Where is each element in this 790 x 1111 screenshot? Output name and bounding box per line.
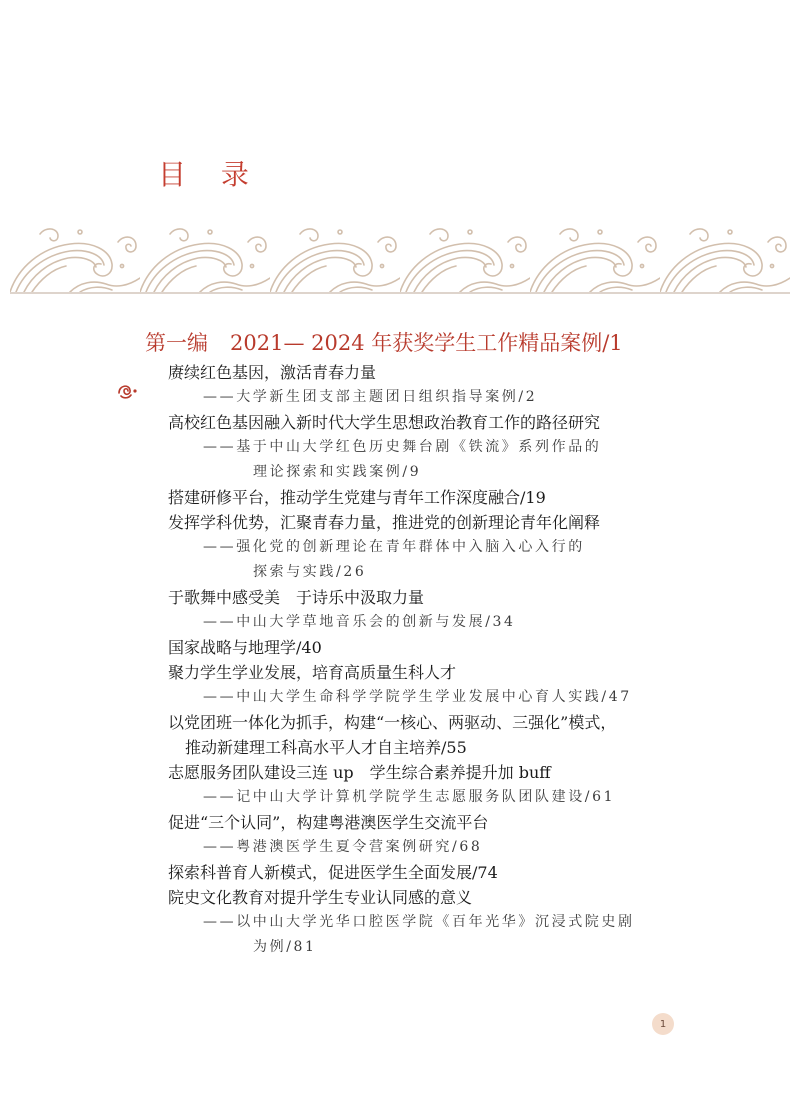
toc-entry [0,710,790,760]
entry-title: 于歌舞中感受美 于诗乐中汲取力量 [168,588,425,607]
toc-entry [0,635,790,660]
entry-subtitle: ——基于中山大学红色历史舞台剧《铁流》系列作品的 [203,439,602,455]
entry-subtitle-continued: 理论探索和实践案例/9 [253,464,422,480]
wave-pattern [10,222,790,292]
toc-list [0,360,790,960]
toc-entry [0,360,790,410]
entry-title: 赓续红色基因，激活青春力量 [168,363,377,382]
entry-subtitle: ——以中山大学光华口腔医学院《百年光华》沉浸式院史剧 [203,914,635,930]
entry-subtitle-continued: 探索与实践/26 [253,564,367,580]
entry-subtitle: ——中山大学草地音乐会的创新与发展/34 [203,614,516,630]
section-label: 第一编 [145,331,208,355]
section-heading [116,328,623,356]
entry-subtitle: ——粤港澳医学生夏令营案例研究/68 [203,839,483,855]
page-title: 目 录 [158,158,262,191]
entry-subtitle: ——强化党的创新理论在青年群体中入脑入心入行的 [203,539,585,555]
entry-title: 志愿服务团队建设三连 up 学生综合素养提升加 buff [168,763,551,782]
wave-ornament-band [0,222,790,298]
entry-title-continued: 推动新建理工科高水平人才自主培养/55 [185,738,467,757]
entry-title: 促进“三个认同”，构建粤港澳医学生交流平台 [168,813,489,832]
toc-entry [0,510,790,585]
toc-entry [0,410,790,485]
entry-title: 以党团班一体化为抓手，构建“一核心、两驱动、三强化”模式， [168,713,617,732]
page-number-badge [652,1013,674,1035]
toc-entry [0,885,790,960]
entry-title: 搭建研修平台，推动学生党建与青年工作深度融合/19 [168,488,546,507]
entry-subtitle-continued: 为例/81 [253,939,317,955]
entry-title: 发挥学科优势，汇聚青春力量，推进党的创新理论青年化阐释 [168,513,601,532]
entry-subtitle: ——中山大学生命科学学院学生学业发展中心育人实践/47 [203,689,632,705]
toc-entry [0,585,790,635]
scroll-ornament-icon [116,331,138,353]
entry-title: 院史文化教育对提升学生专业认同感的意义 [168,888,473,907]
entry-title: 探索科普育人新模式，促进医学生全面发展/74 [168,863,498,882]
toc-entry [0,760,790,810]
page-number: 1 [659,1018,667,1030]
entry-title: 国家战略与地理学/40 [168,638,322,657]
toc-entry [0,485,790,510]
toc-entry [0,660,790,710]
toc-entry [0,860,790,885]
toc-entry [0,810,790,860]
entry-subtitle: ——记中山大学计算机学院学生志愿服务队团队建设/61 [203,789,616,805]
entry-title: 聚力学生学业发展，培育高质量生科人才 [168,663,457,682]
section-title: 2021— 2024 年获奖学生工作精品案例/1 [230,331,623,355]
entry-title: 高校红色基因融入新时代大学生思想政治教育工作的路径研究 [168,413,601,432]
entry-subtitle: ——大学新生团支部主题团日组织指导案例/2 [203,389,538,405]
